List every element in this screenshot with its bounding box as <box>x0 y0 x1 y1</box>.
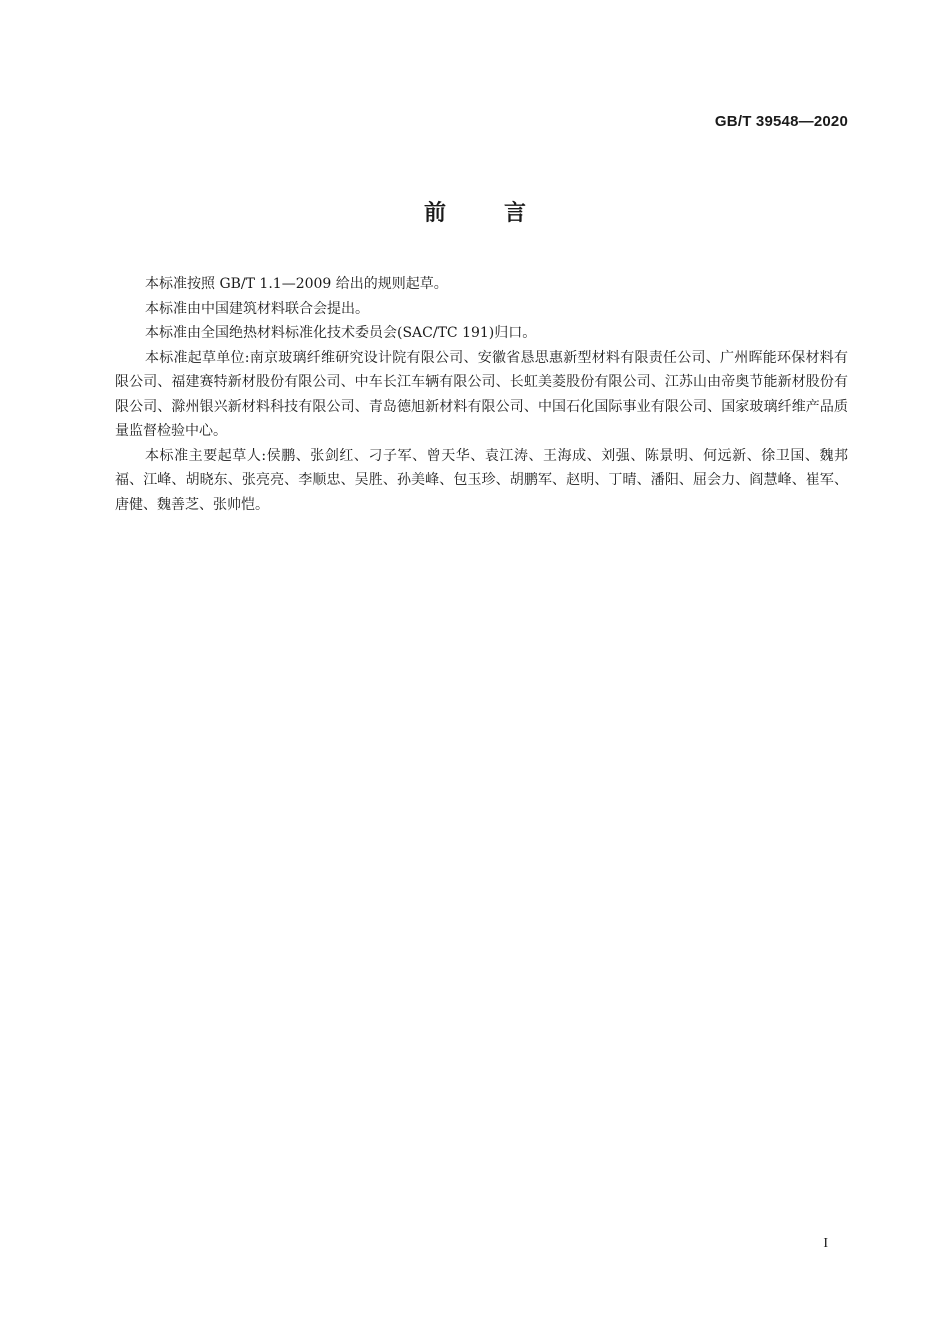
foreword-body <box>115 272 848 517</box>
page-number: I <box>823 1236 828 1251</box>
paragraph-drafting-units: 本标准起草单位:南京玻璃纤维研究设计院有限公司、安徽省恳思惠新型材料有限责任公司、广州晖能环保材料有限公司、福建赛特新材股份有限公司、中车长江车辆有限公司、长虹美菱股份有限公司、江苏山由帝奥节能新材股份有限公司、滁州银兴新材料科技有限公司、青岛德旭新材料有限公司、中国石化国际事业有限公司、国家玻璃纤维产品质量监督检验中心。 <box>115 349 848 439</box>
paragraph-main-drafters: 本标准主要起草人:侯鹏、张剑红、刁子军、曾天华、袁江涛、王海成、刘强、陈景明、何远新、徐卫国、魏邦福、江峰、胡晓东、张亮亮、李顺忠、吴胜、孙美峰、包玉珍、胡鹏军、赵明、丁晴、潘阳、屈会力、阎慧峰、崔军、唐健、魏善芝、张帅恺。 <box>115 447 848 513</box>
paragraph-drafting-rules: 本标准按照 GB/T 1.1—2009 给出的规则起草。 <box>145 276 448 292</box>
standard-code: GB/T 39548—2020 <box>714 113 848 130</box>
paragraph-centralized-by: 本标准由全国绝热材料标准化技术委员会(SAC/TC 191)归口。 <box>145 325 537 341</box>
paragraph-proposer: 本标准由中国建筑材料联合会提出。 <box>145 300 369 317</box>
page-title: 前言 <box>423 201 584 226</box>
